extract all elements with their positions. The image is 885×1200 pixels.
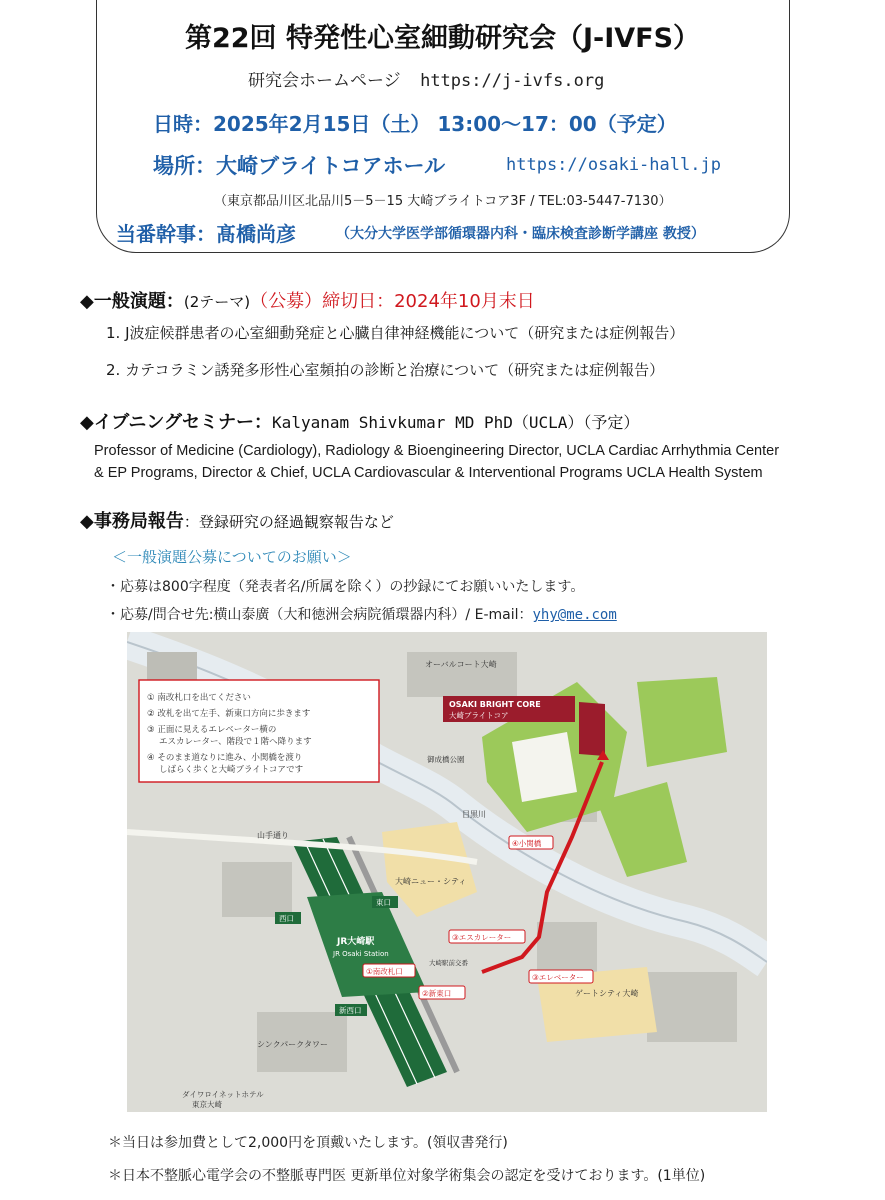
instruction-line: しばらく歩くと大崎ブライトコアです [159,765,304,775]
homepage-line [248,66,604,91]
office-heading: ◆事務局報告 [80,511,184,532]
chair-label: 当番幹事： [116,222,216,246]
venue-building [579,702,605,756]
place-value: 大崎ブライトコアホール [216,154,446,178]
general-heading: ◆一般演題： [80,291,184,312]
place-line [153,150,445,180]
evening-heading: ◆イブニングセミナー： [80,412,273,433]
office-section-heading [80,507,394,533]
general-item-2: 2. カテコラミン誘発多形性心室頻拍の診断と治療について（研究または症例報告） [106,361,665,379]
evening-section-heading [80,408,639,434]
homepage-label: 研究会ホームページ [248,71,401,91]
label-station-en: JR Osaki Station [333,950,389,958]
map-building [222,862,292,917]
label-east-exit: 東口 [376,898,391,907]
instruction-line: ④ そのまま道なりに進み、小関橋を渡り [147,753,303,763]
fee-note: ＊当日は参加費として2,000円を頂戴いたします。(領収書発行) [108,1135,508,1151]
label-yamate: 山手通り [257,831,289,840]
label-oval-court: オーバルコート大崎 [425,660,497,669]
access-map [127,632,767,1112]
place-label: 場所： [153,154,216,178]
event-title: 第22回 特発性心室細動研究会（J-IVFS） [184,23,701,54]
instruction-line: エスカレーター、階段で１階へ降ります [159,737,312,747]
request-contact: ・応募/問合せ先:横山泰廣（大和徳洲会病院循環器内科）/ E-mail： [106,607,533,623]
label-escalator: ③エスカレーター [452,933,512,942]
date-label: 日時： [153,112,213,136]
date-value: 2025年2月15日（土） 13:00〜17：00（予定） [213,112,677,136]
request-heading: ＜一般演題公募についてのお願い＞ [112,548,352,566]
map-building [147,652,197,682]
label-gate-city: ゲートシティ大崎 [575,989,639,998]
label-park: 御成橋公園 [427,755,465,764]
label-river: 目黒川 [462,810,486,819]
instruction-line: ① 南改札口を出てください [147,693,251,703]
speaker-bio-line-1: Professor of Medicine (Cardiology), Radiology & Bioengineering Director, UCLA Cardiac Arrhythmia Center [94,443,780,459]
label-think-park: シンクパークタワー [257,1040,328,1049]
office-detail: ：登録研究の経過観察報告など [183,513,394,531]
instruction-line: ③ 正面に見えるエレベーター横の [147,725,277,735]
plaza [512,732,577,802]
general-item-1: 1. J波症候群患者の心室細動発症と心臓自律神経機能について（研究または症例報告） [106,324,685,342]
general-call: （公募）締切日：2024年10月末日 [250,291,535,312]
label-koban: 大崎駅前交番 [429,959,468,967]
map-building [647,972,737,1042]
evening-speaker: Kalyanam Shivkumar MD PhD（UCLA）（予定） [272,413,640,432]
label-new-east-exit: ②新東口 [422,989,452,998]
label-koseki-bridge: ④小関橋 [512,839,542,848]
speaker-bio-line-2: & EP Programs, Director & Chief, UCLA Cardiovascular & Interventional Programs UCLA Health System [94,465,763,481]
venue-label-en: OSAKI BRIGHT CORE [449,700,541,709]
chair-name: 髙橋尚彦 [216,222,296,246]
label-daiwa-1: ダイワロイネットホテル [182,1090,264,1099]
general-section-heading [80,287,535,313]
label-daiwa-2: 東京大崎 [192,1100,222,1109]
label-south-gate: ①南改札口 [366,967,403,976]
greenery [637,677,727,767]
request-line-2 [106,604,617,624]
label-west-exit: 西口 [279,914,294,923]
venue-address: （東京都品川区北品川5－5－15 大崎ブライトコア3F / TEL:03-5447-7130） [214,194,672,209]
venue-label-jp: 大崎ブライトコア [449,711,509,720]
general-themes: (2テーマ) [183,293,251,311]
credit-note: ＊日本不整脈心電学会の不整脈専門医 更新単位対象学術集会の認定を受けております。(1単位) [108,1168,706,1184]
request-line-1: ・応募は800字程度（発表者名/所属を除く）の抄録にてお願いいたします。 [106,579,585,595]
place-link[interactable]: https://osaki-hall.jp [506,155,721,175]
homepage-link[interactable]: https://j-ivfs.org [420,71,605,91]
chair-affiliation: （大分大学医学部循環器内科・臨床検査診断学講座 教授） [336,226,705,242]
instruction-line: ② 改札を出て左手、新東口方向に歩きます [147,709,311,719]
label-new-west-exit: 新西口 [339,1006,362,1015]
chair-line [116,218,296,247]
label-station-jp: JR大崎駅 [337,937,375,947]
map-building [407,652,517,697]
map-building [537,922,597,972]
label-new-city: 大崎ニュー・シティ [395,877,467,886]
contact-email-link[interactable]: yhy@me.com [532,607,617,623]
label-elevator: ③エレベーター [532,973,584,982]
date-line [153,108,677,137]
